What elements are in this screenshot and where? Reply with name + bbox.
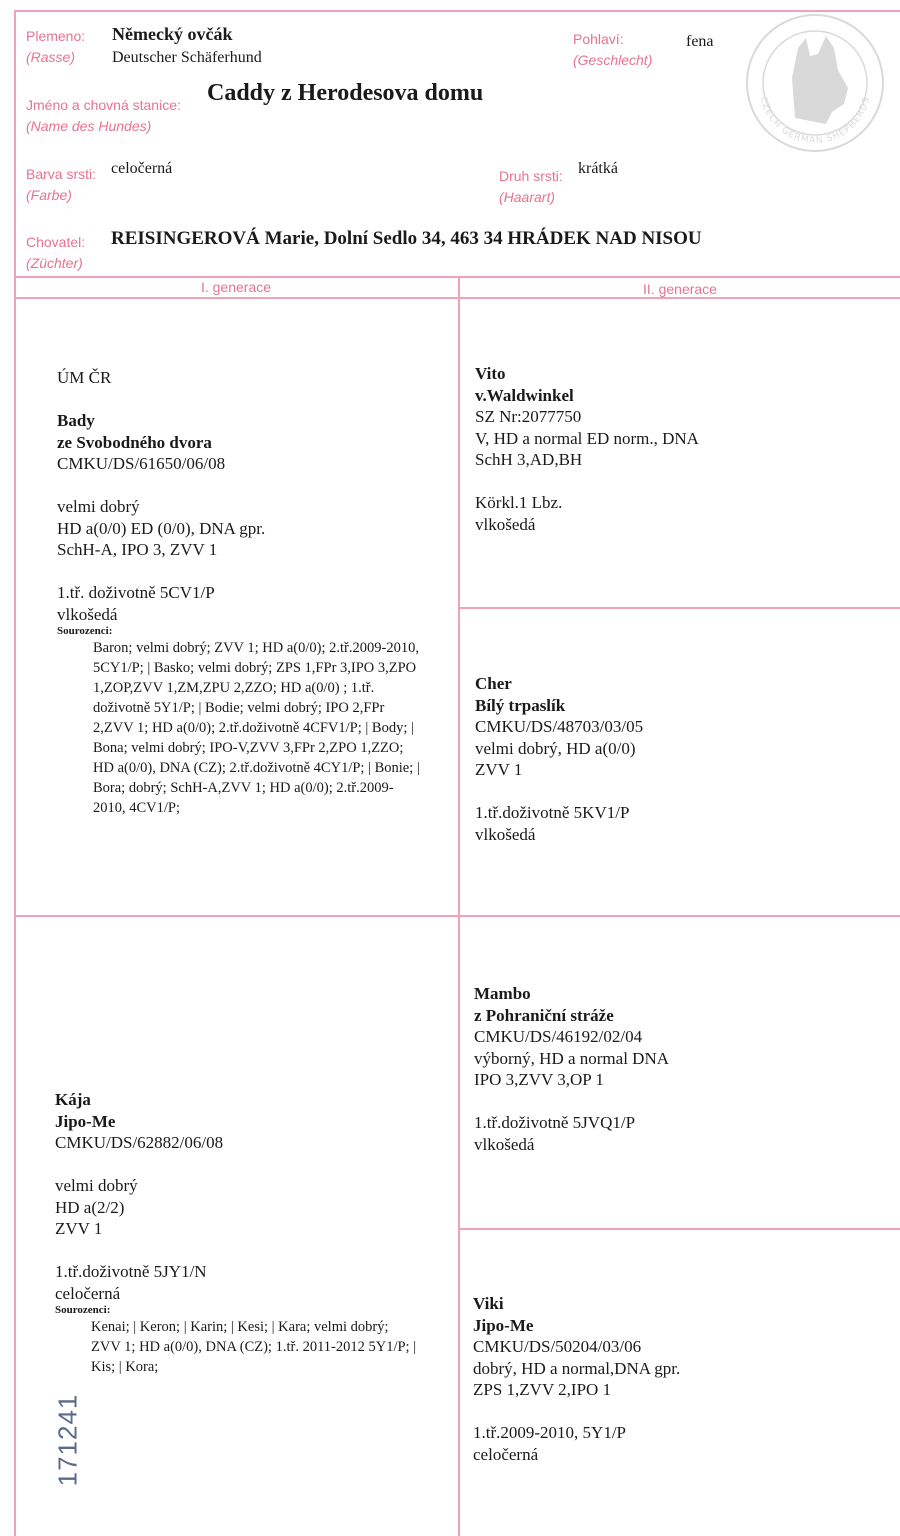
grandparent-breeding-class: 1.tř.doživotně 5JVQ1/P	[474, 1113, 636, 1132]
spacer	[57, 475, 423, 497]
first-generation-label: I. generace	[200, 279, 272, 295]
breeder-value: REISINGEROVÁ Marie, Dolní Sedlo 34, 463 34 HRÁDEK NAD NISOU	[111, 228, 702, 249]
sire-exams: SchH-A, IPO 3, ZVV 1	[57, 540, 218, 559]
generation-label-line	[14, 297, 900, 299]
dam-name: Kája	[55, 1090, 91, 1109]
dam-registration: CMKU/DS/62882/06/08	[55, 1133, 224, 1152]
grandparent-exams: SchH 3,AD,BH	[475, 450, 583, 469]
second-generation-label: II. generace	[643, 281, 717, 297]
grandparent-breeding-class: 1.tř.2009-2010, 5Y1/P	[473, 1423, 626, 1442]
first-gen-mid-line	[14, 915, 460, 917]
spacer	[475, 781, 643, 803]
sire-block	[57, 367, 423, 818]
frame-left-line	[14, 10, 16, 1536]
spacer	[57, 389, 423, 411]
coat-label-cz: Druh srsti:	[499, 168, 563, 184]
dam-exams: ZVV 1	[55, 1219, 103, 1238]
grandparent-color: celočerná	[473, 1444, 539, 1464]
dam-rating: velmi dobrý	[55, 1176, 138, 1195]
column-divider-line	[458, 276, 460, 1536]
stamp-text: CZECH GERMAN SHEPHERDS	[757, 95, 873, 147]
grandparent-name: Viki	[473, 1294, 504, 1313]
sex-label-de: (Geschlecht)	[573, 52, 653, 69]
second-gen-line-3	[458, 1228, 900, 1230]
grandparent-registration: CMKU/DS/46192/02/04	[474, 1027, 643, 1046]
breed-value-cz: Německý ovčák	[112, 24, 233, 44]
second-gen-line-2	[458, 915, 900, 917]
grandparent-registration: CMKU/DS/50204/03/06	[473, 1337, 642, 1356]
breeder-label-de: (Züchter)	[26, 255, 83, 272]
coat-label	[499, 168, 563, 205]
name-label-cz: Jméno a chovná stanice:	[26, 97, 181, 113]
registration-number: 171241	[52, 1393, 83, 1487]
grandparent-color: vlkošedá	[474, 1134, 535, 1154]
sire-title: ÚM ČR	[57, 368, 112, 387]
dam-breeding-class: 1.tř.doživotně 5JY1/N	[55, 1262, 207, 1281]
sire-siblings-title: Sourozenci:	[57, 625, 113, 637]
breeder-label-cz: Chovatel:	[26, 234, 86, 250]
grandparent-exams: ZPS 1,ZVV 2,IPO 1	[473, 1380, 612, 1399]
second-gen-line-1	[458, 607, 900, 609]
grandparent-health: V, HD a normal ED norm., DNA	[475, 428, 699, 448]
sire-registration: CMKU/DS/61650/06/08	[57, 454, 226, 473]
breed-label	[26, 28, 85, 65]
sire-color: vlkošedá	[57, 604, 118, 624]
grandparent-name: Cher	[475, 674, 512, 693]
grandparent-block-3	[474, 983, 669, 1155]
dam-siblings-title: Sourozenci:	[55, 1304, 111, 1316]
coat-label-de: (Haarart)	[499, 189, 556, 206]
sire-breeding-class: 1.tř. doživotně 5CV1/P	[57, 583, 215, 602]
grandparent-registration: CMKU/DS/48703/03/05	[475, 717, 644, 736]
grandparent-breeding-class: 1.tř.doživotně 5KV1/P	[475, 803, 630, 822]
breed-label-cz: Plemeno:	[26, 28, 86, 44]
grandparent-breeding-class: Körkl.1 Lbz.	[475, 493, 563, 512]
color-label	[26, 166, 96, 203]
grandparent-color: vlkošedá	[475, 824, 536, 844]
grandparent-registration: SZ Nr:2077750	[475, 407, 582, 426]
breed-club-stamp	[740, 8, 890, 158]
sex-label	[573, 31, 652, 68]
spacer	[57, 561, 423, 583]
sire-rating: velmi dobrý	[57, 497, 140, 516]
grandparent-health: dobrý, HD a normal,DNA gpr.	[473, 1358, 681, 1378]
dam-health: HD a(2/2)	[55, 1197, 125, 1217]
sire-name: Bady	[57, 411, 95, 430]
dam-color: celočerná	[55, 1283, 121, 1303]
color-value: celočerná	[111, 160, 173, 177]
grandparent-kennel: z Pohraniční stráže	[474, 1005, 614, 1025]
grandparent-name: Vito	[475, 364, 506, 383]
breed-label-de: (Rasse)	[26, 49, 76, 66]
sex-label-cz: Pohlaví:	[573, 31, 624, 47]
color-label-cz: Barva srsti:	[26, 166, 97, 182]
sire-siblings-text: Baron; velmi dobrý; ZVV 1; HD a(0/0); 2.tř.2009-2010, 5CY1/P; | Basko; velmi dobrý; ZPS 1,FPr 3,IPO 3,ZPO 1,ZOP,ZVV 1,ZM,ZPU 2,ZZO; HD a(0/0) ; 1.tř. doživotně 5Y1/P; | Bodie; velmi dobrý; IPO 2,FPr 2,ZVV 1; HD a(0/0); 2.tř.doživotně 4CFV1/P; | Body; | Bona; velmi dobrý; IPO-V,ZVV 3,FPr 2,ZPO 1,ZZO; HD a(0/0), DNA (CZ); 2.tř.doživotně 4CY1/P; | Bonie; | Bora; dobrý; SchH-A,ZVV 1; HD a(0/0); 2.tř.2009-2010, 4CV1/P;	[93, 640, 420, 816]
grandparent-health: velmi dobrý, HD a(0/0)	[475, 738, 636, 758]
breeder-label	[26, 234, 85, 271]
grandparent-health: výborný, HD a normal DNA	[474, 1048, 669, 1068]
grandparent-block-4	[473, 1293, 680, 1465]
color-label-de: (Farbe)	[26, 187, 72, 204]
coat-value: krátká	[578, 160, 618, 177]
dam-siblings-text: Kenai; | Keron; | Karin; | Kesi; | Kara; velmi dobrý; ZVV 1; HD a(0/0), DNA (CZ); 1.tř. 2011-2012 5Y1/P; | Kis; | Kora;	[91, 1319, 417, 1375]
breed-value-de: Deutscher Schäferhund	[112, 49, 262, 66]
grandparent-exams: ZVV 1	[475, 760, 523, 779]
grandparent-kennel: v.Waldwinkel	[475, 385, 574, 405]
spacer	[55, 1240, 421, 1262]
sire-health: HD a(0/0) ED (0/0), DNA gpr.	[57, 518, 266, 538]
grandparent-name: Mambo	[474, 984, 531, 1003]
spacer	[474, 1091, 669, 1113]
sex-value: fena	[686, 33, 714, 50]
grandparent-block-1	[475, 363, 699, 535]
grandparent-kennel: Bílý trpaslík	[475, 695, 566, 715]
dam-kennel: Jipo-Me	[55, 1111, 116, 1131]
dog-name-value: Caddy z Herodesova domu	[207, 80, 484, 106]
dam-block	[55, 1089, 421, 1377]
name-label	[26, 97, 181, 134]
sire-kennel: ze Svobodného dvora	[57, 432, 212, 452]
spacer	[475, 471, 699, 493]
spacer	[55, 1154, 421, 1176]
spacer	[473, 1401, 680, 1423]
header-bottom-line	[14, 276, 900, 278]
name-label-de: (Name des Hundes)	[26, 118, 152, 135]
grandparent-kennel: Jipo-Me	[473, 1315, 534, 1335]
grandparent-exams: IPO 3,ZVV 3,OP 1	[474, 1070, 604, 1089]
grandparent-block-2	[475, 673, 643, 845]
grandparent-color: vlkošedá	[475, 514, 536, 534]
